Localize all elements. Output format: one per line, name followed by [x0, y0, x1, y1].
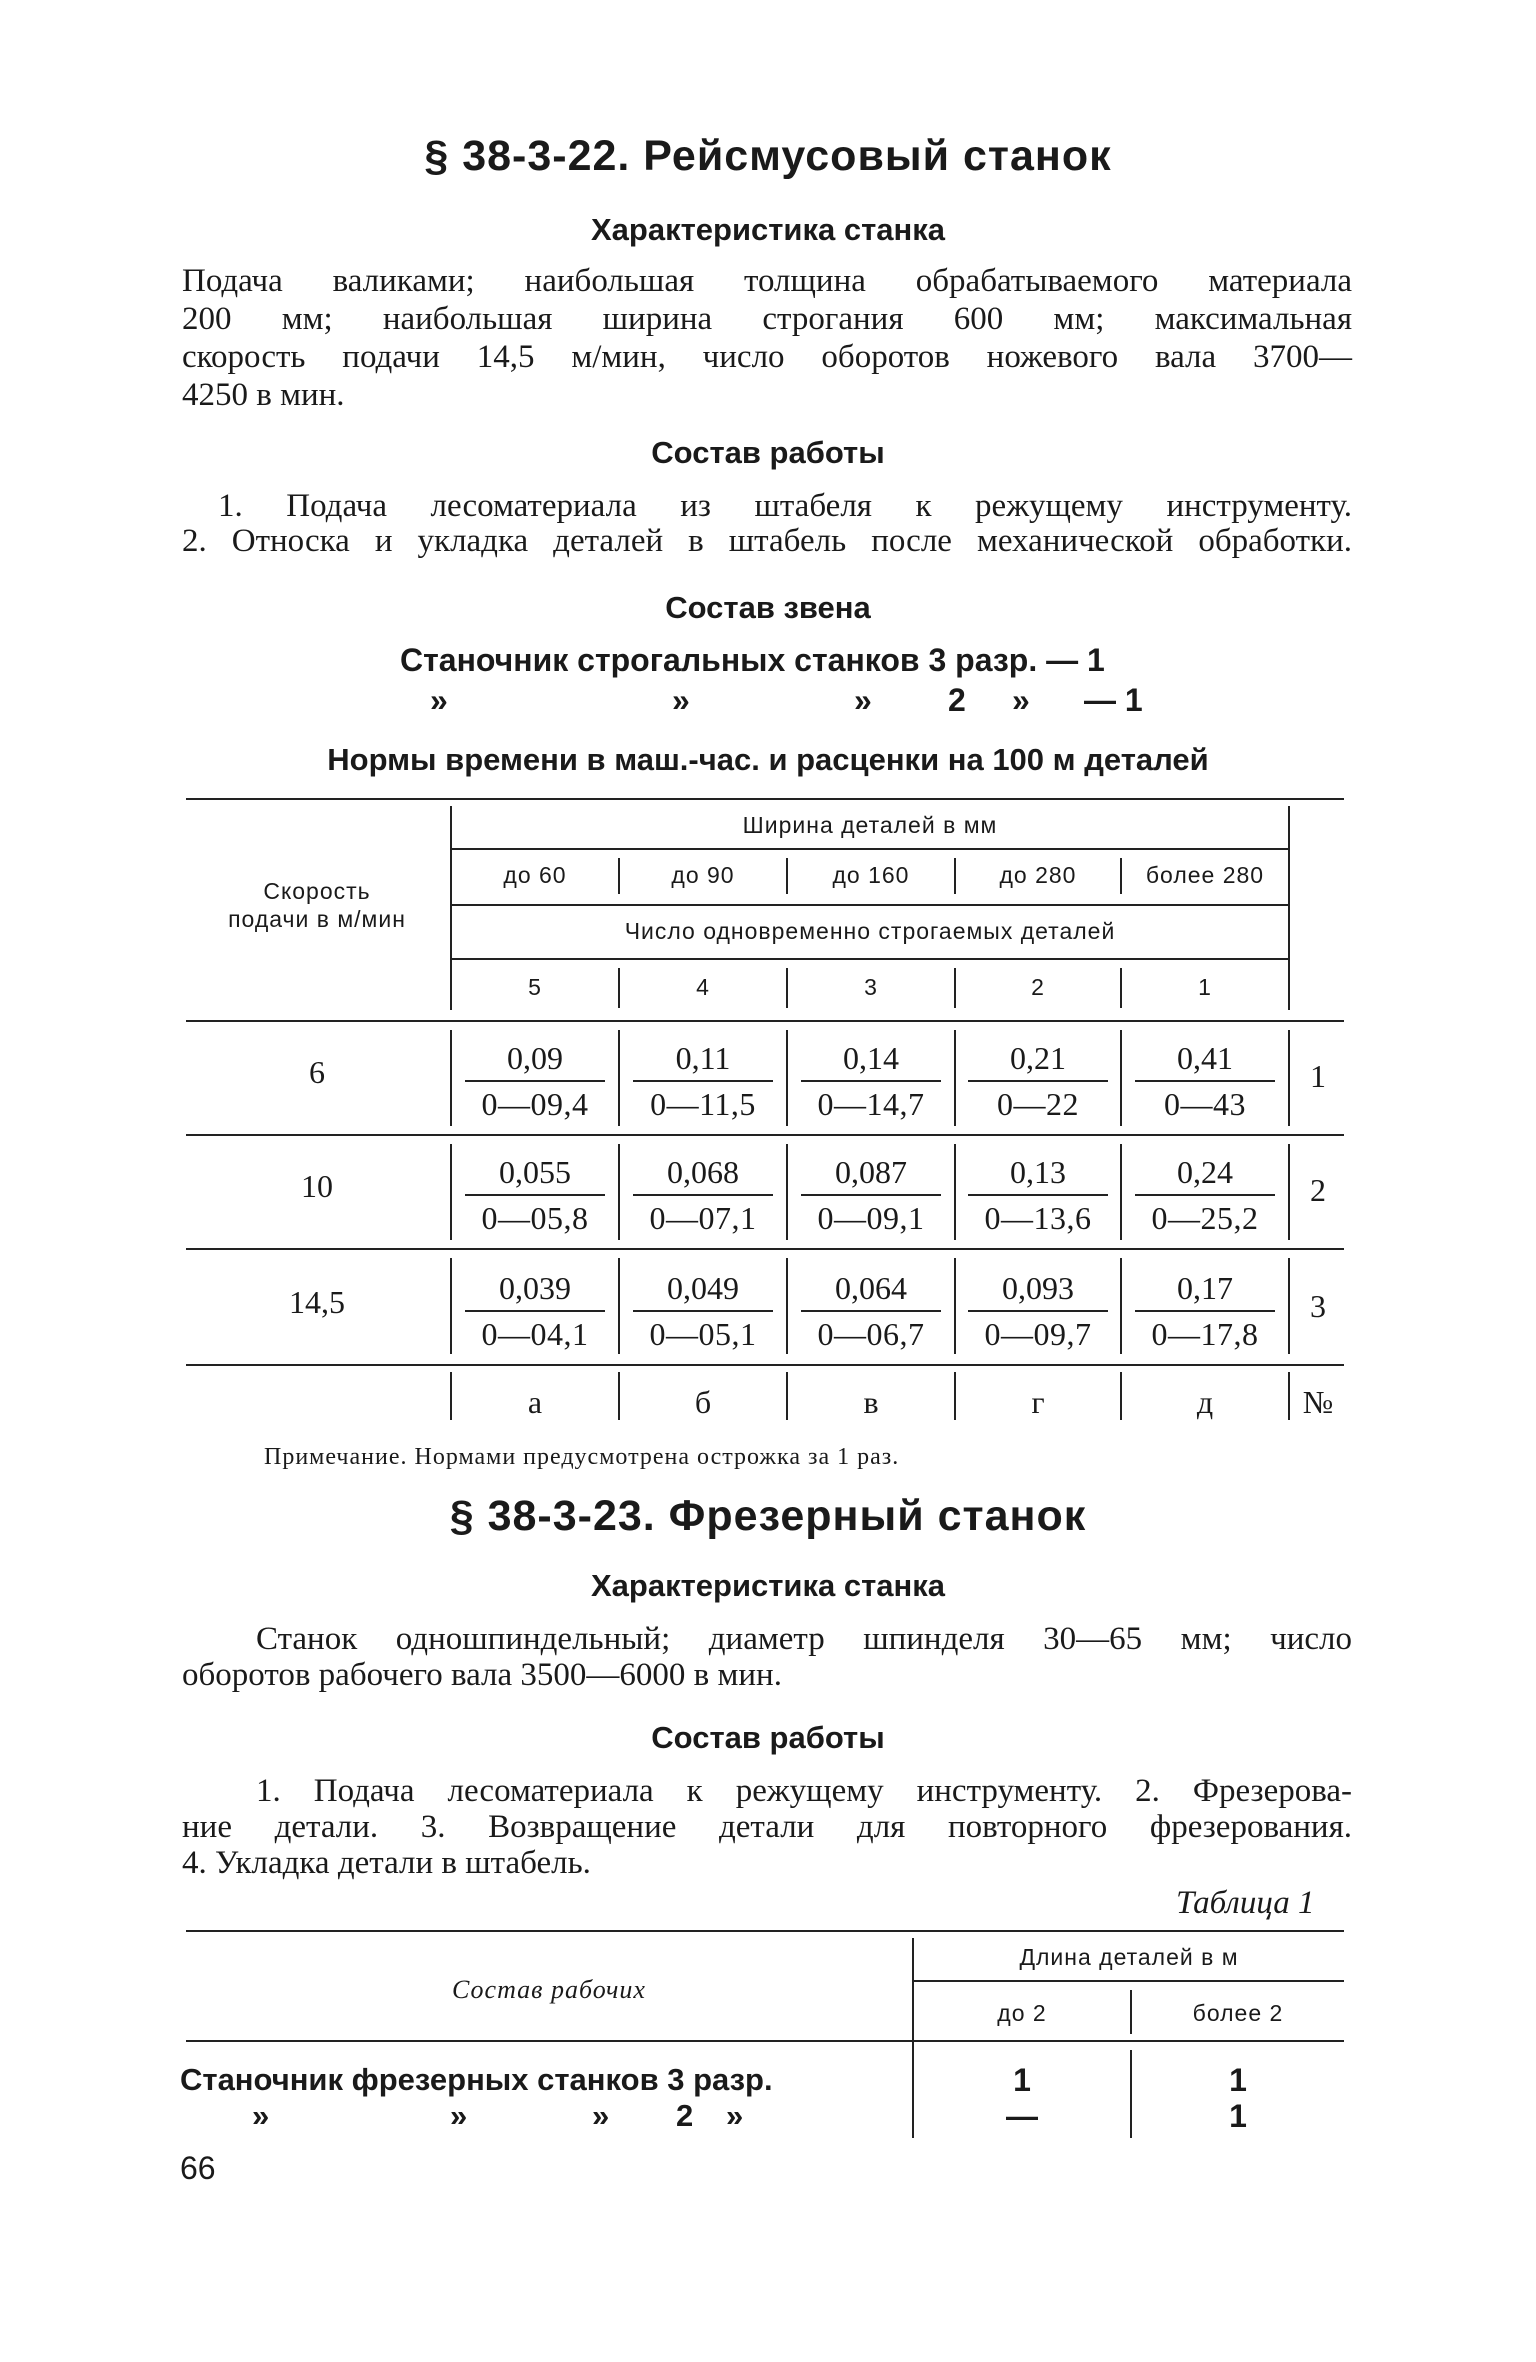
worker-ditto-2: »: [450, 2098, 468, 2133]
fraction-bar: [633, 1080, 773, 1082]
table-top-rule: [186, 1930, 1344, 1932]
rate-value: 0—17,8: [1151, 1316, 1259, 1352]
norm-value: 0,064: [835, 1270, 907, 1306]
crew-rank: 2: [948, 682, 966, 718]
rate-value: 0—25,2: [1151, 1200, 1259, 1236]
crew-count: — 1: [1084, 682, 1143, 718]
width-col-a: до 60: [503, 862, 567, 888]
table-rule: [452, 904, 1288, 906]
width-col-d: до 280: [999, 862, 1077, 888]
norm-value: 0,14: [843, 1040, 899, 1076]
col-letter: г: [1031, 1384, 1045, 1420]
work-line-2: ние детали. 3. Возвращение детали для повторного фрезерования.: [182, 1809, 1352, 1845]
work-heading: Состав работы: [651, 435, 885, 470]
table-rule: [914, 1980, 1344, 1982]
char-line-2: оборотов рабочего вала 3500—6000 в мин.: [182, 1657, 782, 1693]
norm-value: 0,21: [1010, 1040, 1066, 1076]
char-line-2: 200 мм; наибольшая ширина строгания 600 мм; максимальная: [182, 301, 1352, 337]
rate-value: 0—04,1: [481, 1316, 589, 1352]
row-number: 1: [1310, 1058, 1326, 1094]
count-col-a: 5: [528, 974, 542, 1000]
page-number: 66: [180, 2150, 216, 2186]
width-header: Ширина деталей в мм: [742, 812, 998, 838]
table-rule: [452, 958, 1288, 960]
table-bottom-rule: [186, 1364, 1344, 1366]
work-heading: Состав работы: [651, 1720, 885, 1755]
rate-value: 0—09,1: [817, 1200, 925, 1236]
crew-ditto-2: »: [672, 682, 690, 718]
section-title: § 38-3-22. Рейсмусовый станок: [424, 132, 1112, 180]
norm-value: 0,11: [675, 1040, 731, 1076]
rate-value: 0—09,7: [984, 1316, 1092, 1352]
rate-value: 0—09,4: [481, 1086, 589, 1122]
width-col-b: до 90: [671, 862, 735, 888]
norm-value: 0,09: [507, 1040, 563, 1076]
table-note: Примечание. Нормами предусмотрена острожка за 1 раз.: [264, 1444, 900, 1470]
count-col-c: 3: [864, 974, 878, 1000]
char-paragraph: [182, 262, 1352, 414]
norm-value: 0,068: [667, 1154, 739, 1190]
norm-value: 0,087: [835, 1154, 907, 1190]
worker-ditto-4: »: [726, 2098, 744, 2133]
work-line-1: 1. Подача лесоматериала к режущему инструменту. 2. Фрезерова-: [256, 1773, 1352, 1809]
fraction-bar: [465, 1080, 605, 1082]
rate-value: 0—13,6: [984, 1200, 1092, 1236]
table-vline: [1288, 1372, 1290, 1420]
norm-value: 0,24: [1177, 1154, 1233, 1190]
char-line-1: Подача валиками; наибольшая толщина обрабатываемого материала: [182, 263, 1352, 299]
count-col-e: 1: [1198, 974, 1212, 1000]
rate-value: 0—11,5: [650, 1086, 756, 1122]
fraction-bar: [968, 1080, 1108, 1082]
fraction-bar: [1135, 1310, 1275, 1312]
norm-value: 0,41: [1177, 1040, 1233, 1076]
col-letter: в: [863, 1384, 879, 1420]
row1-value-2: 1: [1229, 2062, 1247, 2098]
table-rule: [186, 1248, 1344, 1250]
table-vline: [1288, 1030, 1290, 1126]
work-line-1: 1. Подача лесоматериала из штабеля к режущему инструменту.: [218, 488, 1352, 524]
char-heading: Характеристика станка: [590, 212, 946, 247]
row2-value-1: —: [1006, 2098, 1038, 2134]
norm-value: 0,039: [499, 1270, 571, 1306]
char-heading: Характеристика станка: [590, 1568, 946, 1603]
work-line-3: 4. Укладка детали в штабель.: [182, 1845, 591, 1881]
rate-value: 0—07,1: [649, 1200, 757, 1236]
row-speed: 14,5: [289, 1284, 345, 1320]
length-col-2: более 2: [1192, 2000, 1284, 2026]
crew-ditto-3: »: [854, 682, 872, 718]
fraction-bar: [633, 1310, 773, 1312]
table-label: Таблица 1: [1176, 1885, 1315, 1921]
table-vline: [1288, 1144, 1290, 1240]
table-rule: [452, 848, 1288, 850]
worker-ditto-1: »: [252, 2098, 270, 2133]
fraction-bar: [1135, 1194, 1275, 1196]
number-label: №: [1302, 1384, 1334, 1420]
workers-header: Состав рабочих: [452, 1975, 646, 2004]
crew-heading: Состав звена: [665, 590, 871, 625]
norm-value: 0,093: [1002, 1270, 1074, 1306]
fraction-bar: [801, 1194, 941, 1196]
norm-value: 0,049: [667, 1270, 739, 1306]
worker-row-1: Станочник фрезерных станков 3 разр.: [180, 2062, 773, 2097]
fraction-bar: [465, 1194, 605, 1196]
fraction-bar: [801, 1310, 941, 1312]
crew-line-1: Станочник строгальных станков 3 разр. — 1: [400, 642, 1105, 678]
crew-ditto-4: »: [1012, 682, 1030, 718]
work-line-2: 2. Относка и укладка деталей в штабель после механической обработки.: [182, 523, 1352, 559]
crew-ditto-1: »: [430, 682, 448, 718]
table-top-rule: [186, 798, 1344, 800]
table-rule: [186, 1020, 1344, 1022]
count-header: Число одновременно строгаемых деталей: [624, 918, 1116, 944]
table-rule: [186, 1134, 1344, 1136]
speed-header-1: Скорость: [263, 878, 371, 904]
char-line-3: скорость подачи 14,5 м/мин, число оборотов ножевого вала 3700—: [182, 339, 1352, 375]
fraction-bar: [801, 1080, 941, 1082]
fraction-bar: [968, 1310, 1108, 1312]
row-speed: 6: [309, 1054, 325, 1090]
char-line-1: Станок одношпиндельный; диаметр шпинделя 30—65 мм; число: [256, 1621, 1352, 1657]
rate-value: 0—05,8: [481, 1200, 589, 1236]
row-speed: 10: [301, 1168, 333, 1204]
fraction-bar: [633, 1194, 773, 1196]
norms-heading: Нормы времени в маш.-час. и расценки на 100 м деталей: [327, 742, 1209, 777]
length-header: Длина деталей в м: [1019, 1944, 1239, 1970]
col-letter: а: [527, 1384, 543, 1420]
char-line-4: 4250 в мин.: [182, 377, 345, 413]
width-col-c: до 160: [832, 862, 910, 888]
worker-rank: 2: [676, 2098, 694, 2133]
rate-value: 0—14,7: [817, 1086, 925, 1122]
row-number: 3: [1310, 1288, 1326, 1324]
row1-value-1: 1: [1013, 2062, 1031, 2098]
fraction-bar: [968, 1194, 1108, 1196]
norm-value: 0,055: [499, 1154, 571, 1190]
rate-value: 0—06,7: [817, 1316, 925, 1352]
fraction-bar: [1135, 1080, 1275, 1082]
table-rule: [186, 2040, 1344, 2042]
count-col-b: 4: [696, 974, 710, 1000]
col-letter: б: [694, 1384, 712, 1420]
length-col-1: до 2: [997, 2000, 1047, 2026]
table-vline: [1288, 806, 1290, 1010]
norm-value: 0,13: [1010, 1154, 1066, 1190]
speed-header-2: подачи в м/мин: [228, 906, 406, 932]
table-vline: [1288, 1258, 1290, 1354]
row2-value-2: 1: [1229, 2098, 1247, 2134]
count-col-d: 2: [1031, 974, 1045, 1000]
norm-value: 0,17: [1177, 1270, 1233, 1306]
section-title: § 38-3-23. Фрезерный станок: [449, 1492, 1087, 1540]
rate-value: 0—05,1: [649, 1316, 757, 1352]
fraction-bar: [465, 1310, 605, 1312]
row-number: 2: [1310, 1172, 1326, 1208]
width-col-e: более 280: [1145, 862, 1265, 888]
rate-value: 0—22: [997, 1086, 1079, 1122]
worker-ditto-3: »: [592, 2098, 610, 2133]
rate-value: 0—43: [1164, 1086, 1246, 1122]
col-letter: д: [1196, 1384, 1214, 1420]
